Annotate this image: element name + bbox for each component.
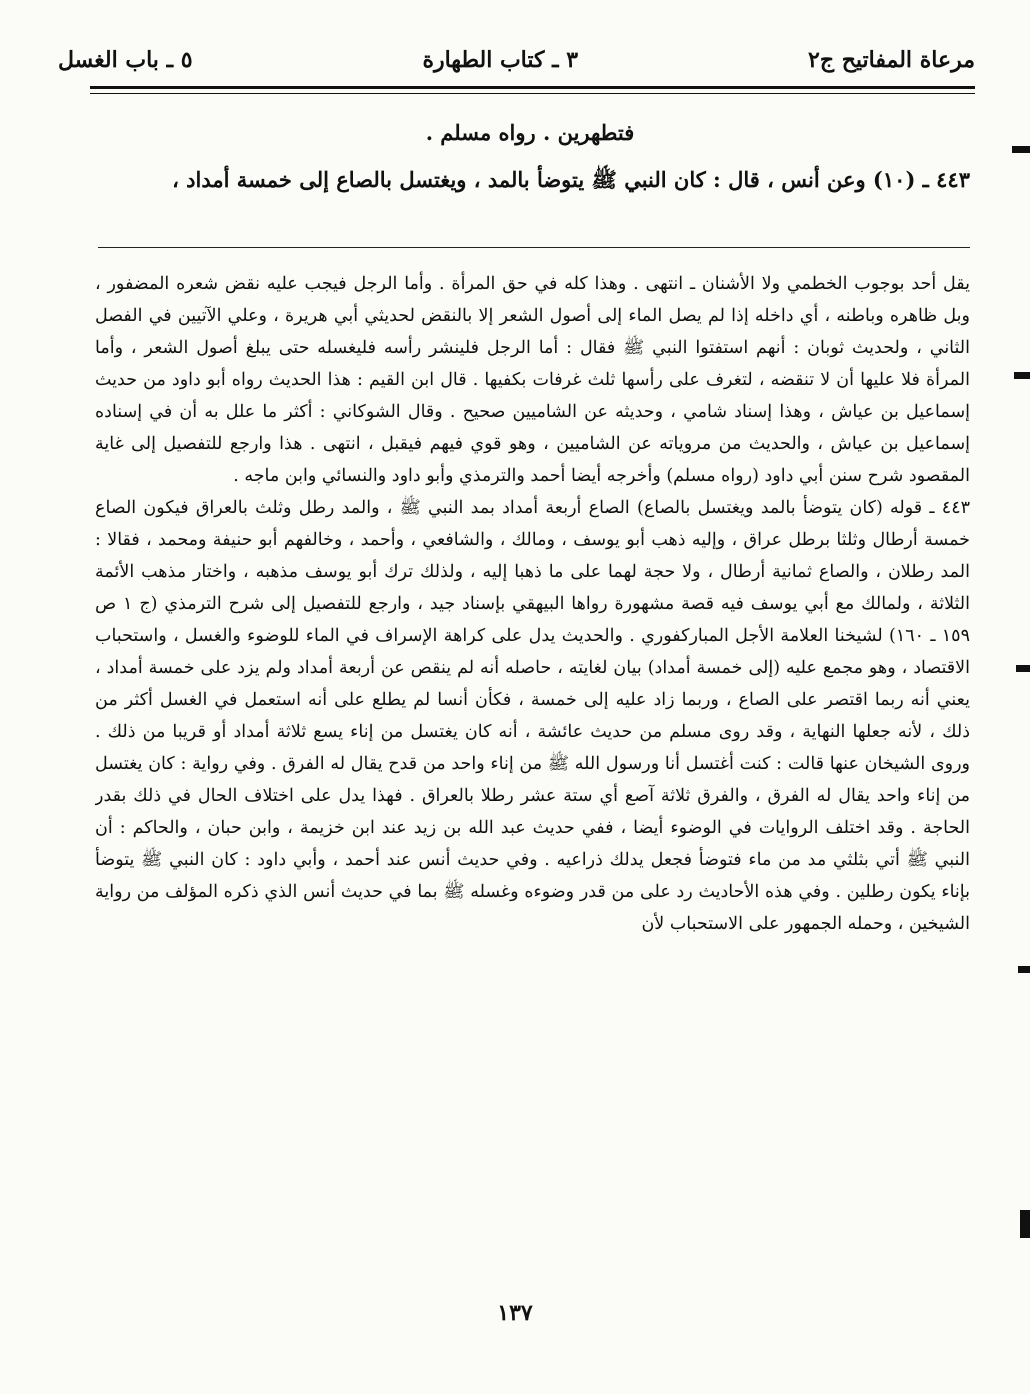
- hadith-continuation: فتطهرين . رواه مسلم .: [425, 120, 635, 145]
- commentary-paragraph: ٤٤٣ ـ قوله (كان يتوضأ بالمد ويغتسل بالصاع) الصاع أربعة أمداد بمد النبي ﷺ ، والمد رطل وثلث بالعراق فيكون الصاع خمسة أرطال وثلثا برطل عراق ، وإليه ذهب أبو يوسف ، ومالك ، والشافعي ، وأحمد ، وخالفهم أبو حنيفة ومحمد ، فقالا : المد رطلان ، والصاع ثمانية أرطال ، ولا حجة لهما على ما ذهبا إليه ، ولذلك ترك أبو يوسف مذهبه ، واختار مذهب الأئمة الثلاثة ، ولمالك مع أبي يوسف فيه قصة مشهورة رواها البيهقي بإسناد جيد ، وارجع للتفصيل إلى شرح الترمذي (ج ١ ص ١٥٩ ـ ١٦٠) لشيخنا العلامة الأجل المباركفوري . والحديث يدل على كراهة الإسراف في الماء للوضوء والغسل ، واستحباب الاقتصاد ، وهو مجمع عليه (إلى خمسة أمداد) بيان لغايته ، حاصله أنه لم ينقص عن أربعة أمداد ولم يزد على خمسة أمداد ، يعني أنه ربما اقتصر على الصاع ، وربما زاد عليه إلى خمسة ، فكأن أنسا لم يطلع على أنه استعمل في الغسل أكثر من ذلك ، لأنه جعلها النهاية ، وقد روى مسلم من حديث عائشة ، أنه كان يغتسل من إناء يسع ثلاثة أمداد أو قريبا من ذلك . وروى الشيخان عنها قالت : كنت أغتسل أنا ورسول الله ﷺ من إناء واحد من قدح يقال له الفرق . وفي رواية : كان يغتسل من إناء واحد يقال له الفرق ، والفرق ثلاثة آصع أي ستة عشر رطلا بالعراق . فهذا يدل على اختلاف الحال في ذلك بقدر الحاجة . وقد اختلف الروايات في الوضوء أيضا ، ففي حديث عبد الله بن زيد عند ابن خزيمة ، وابن حبان ، والحاكم : أن النبي ﷺ أتي بثلثي مد من ماء فتوضأ فجعل يدلك ذراعيه . وفي حديث أنس عند أحمد ، وأبي داود : كان النبي ﷺ يتوضأ بإناء يكون رطلين . وفي هذه الأحاديث رد على من قدر وضوءه وغسله ﷺ بما في حديث أنس الذي ذكره المؤلف من رواية الشيخين ، وحمله الجمهور على الاستحباب لأن: [95, 498, 970, 934]
- hadith-443: ٤٤٣ ـ (١٠) وعن أنس ، قال : كان النبي ﷺ يتوضأ بالمد ، ويغتسل بالصاع إلى خمسة أمداد ،: [172, 167, 970, 192]
- header-chapter: ٣ ـ كتاب الطهارة: [422, 47, 579, 73]
- scan-margin-mark: [1012, 146, 1030, 153]
- scan-margin-mark: [1016, 665, 1030, 672]
- page-number: ١٣٧: [497, 1300, 533, 1326]
- commentary-paragraph: يقل أحد بوجوب الخطمي ولا الأشنان ـ انتهى . وهذا كله في حق المرأة . وأما الرجل فيجب عليه نقض شعره المضفور ، وبل ظاهره وباطنه ، أي داخله إذا لم يصل الماء إلى أصول الشعر إلا بالنقض لحديثي أبي هريرة ، وعلي الآتيين في الفصل الثاني ، ولحديث ثوبان : أنهم استفتوا النبي ﷺ فقال : أما الرجل فلينشر رأسه فليغسله حتى يبلغ أصول الشعر ، وأما المرأة فلا عليها أن لا تنقضه ، لتغرف على رأسها ثلث غرفات بكفيها . قال ابن القيم : هذا الحديث رواه أبو داود من حديث إسماعيل بن عياش ، وهذا إسناد شامي ، وحديثه عن الشاميين صحيح . وقال الشوكاني : أكثر ما علل به أن في إسناده إسماعيل بن عياش ، والحديث من مروياته عن الشاميين ، وهو قوي فيهم فيقبل ، انتهى . هذا وارجع للتفصيل إلى غاية المقصود شرح سنن أبي داود (رواه مسلم) وأخرجه أيضا أحمد والترمذي وأبو داود والنسائي وابن ماجه .: [95, 274, 970, 486]
- hadith-text: [90, 120, 970, 198]
- header-book-title: مرعاة المفاتيح ج٢: [808, 47, 975, 73]
- scan-margin-mark: [1018, 966, 1030, 973]
- header-section: ٥ ـ باب الغسل: [58, 47, 193, 73]
- section-divider: [98, 247, 970, 248]
- header-rule: [90, 86, 975, 89]
- header-rule-thin: [90, 93, 975, 94]
- running-header: [58, 40, 975, 80]
- scan-margin-mark: [1020, 1210, 1030, 1238]
- commentary: [95, 268, 970, 1273]
- scan-margin-mark: [1014, 372, 1030, 379]
